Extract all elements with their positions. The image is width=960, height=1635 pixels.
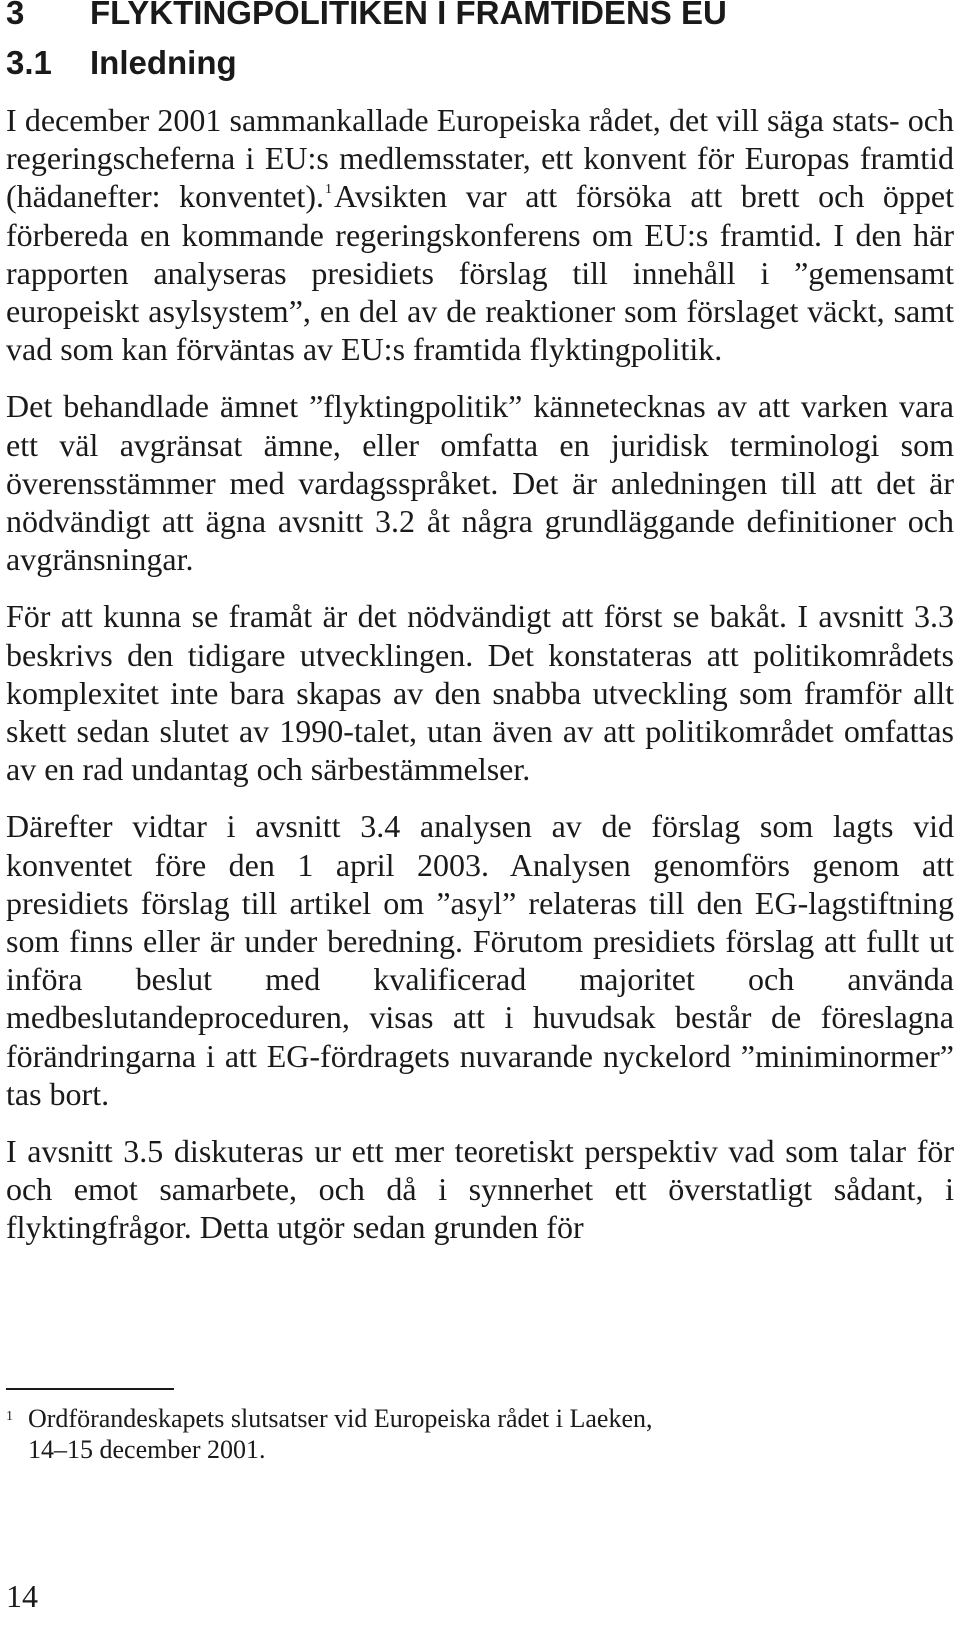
chapter-title: FLYKTINGPOLITIKEN I FRAMTIDENS EU xyxy=(90,0,727,31)
chapter-heading xyxy=(6,0,954,32)
paragraph-1 xyxy=(6,101,954,368)
paragraph-1-text-a: I december 2001 sammankallade Europeiska rådet, det vill säga stats- och regeringscheferna i EU:s medlemsstater, ett konvent för Europas framtid (hädanefter: konventet). xyxy=(6,102,954,215)
chapter-number: 3 xyxy=(6,0,25,31)
footnote-line-1: Ordförandeskapets slutsatser vid Europeiska rådet i Laeken, xyxy=(28,1404,653,1433)
footnote-line-2: 14–15 december 2001. xyxy=(28,1435,266,1464)
paragraph-4: Därefter vidtar i avsnitt 3.4 analysen av de förslag som lagts vid konventet före den 1 april 2003. Analysen genomförs genom att presidiets förslag till artikel om ”asyl” relateras till den EG-lagstiftning som finns eller är under beredning. Förutom presidiets förslag att fullt ut införa beslut med kvalificerad majoritet och använda medbeslutandeproceduren, visas att i huvudsak består de föreslagna förändringarna i att EG-fördragets nuvarande nyckelord ”miniminormer” tas bort. xyxy=(6,808,954,1112)
footnote-text xyxy=(28,1403,906,1465)
paragraph-2: Det behandlade ämnet ”flyktingpolitik” kännetecknas av att varken vara ett väl avgränsat ämne, eller omfatta en juridisk terminologi som överensstämmer med vardagsspråket. Det är anledningen till att det är nödvändigt att ägna avsnitt 3.2 åt några grundläggande definitioner och avgränsningar. xyxy=(6,388,954,578)
footnote-reference: 1 xyxy=(325,182,332,198)
section-heading xyxy=(6,44,954,82)
section-number: 3.1 xyxy=(6,44,52,81)
page-number: 14 xyxy=(6,1578,38,1614)
document-page xyxy=(6,0,954,1247)
paragraph-5: I avsnitt 3.5 diskuteras ur ett mer teoretiskt perspektiv vad som talar för och emot samarbete, och då i synnerhet ett överstatligt sådant, i flyktingfrågor. Detta utgör sedan grunden för xyxy=(6,1133,954,1246)
paragraph-3: För att kunna se framåt är det nödvändigt att först se bakåt. I avsnitt 3.3 beskrivs den tidigare utvecklingen. Det konstateras att politikområdets komplexitet inte bara skapas av den snabba utveckling som framför allt skett sedan slutet av 1990-talet, utan även av att politikområdet omfattas av en rad undantag och särbestämmelser. xyxy=(6,598,954,788)
footnote-divider xyxy=(6,1388,174,1390)
footnote xyxy=(6,1403,906,1465)
footnote-number: 1 xyxy=(6,1409,13,1424)
paragraph-1-text-b: Avsikten var att försöka att brett och öppet förbereda en kommande regeringskonferens om EU:s framtid. I den här rapporten analyseras presidiets förslag till innehåll i ”gemensamt europeiskt asylsystem”, en del av de reaktioner som förslaget väckt, samt vad som kan förväntas av EU:s framtida flyktingpolitik. xyxy=(6,178,955,368)
section-title: Inledning xyxy=(90,44,237,81)
